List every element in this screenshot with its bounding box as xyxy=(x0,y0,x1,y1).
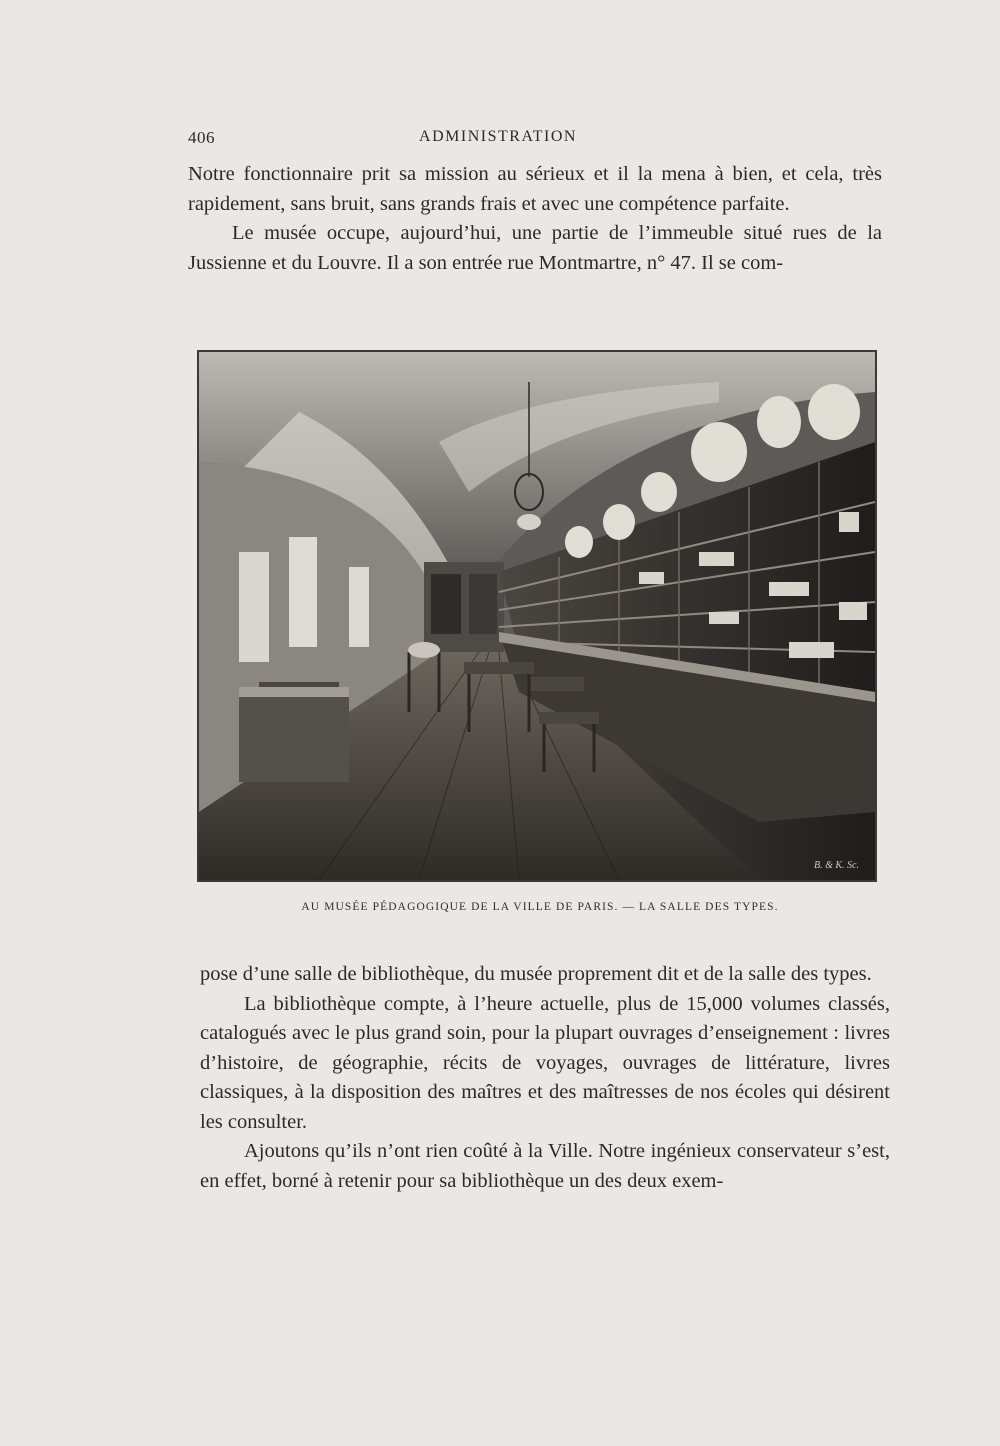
engraver-mark: B. & K. Sc. xyxy=(814,860,859,871)
page-number: 406 xyxy=(188,128,215,147)
paragraph: Le musée occupe, aujourd’hui, une partie de l’immeuble situé rues de la Jussienne et du Louvre. Il a son entrée rue Montmartre, n° 47. Il se com- xyxy=(188,222,882,274)
running-head xyxy=(188,128,888,152)
engraving-figure xyxy=(197,350,877,882)
paragraph: Ajoutons qu’ils n’ont rien coûté à la Ville. Notre ingénieux conservateur s’est, en effet, borné à retenir pour sa bibliothèque un des deux exem- xyxy=(200,1140,890,1192)
paragraph: La bibliothèque compte, à l’heure actuelle, plus de 15,000 volumes classés, catalogués avec le plus grand soin, pour la plupart ouvrages d’enseignement : livres d’histoire, de géographie, récits de voyages, ouvrages de littérature, livres classiques, à la disposition des maîtres et des maîtresses de nos écoles qui désirent les consulter. xyxy=(200,992,890,1133)
figure-caption: AU MUSÉE PÉDAGOGIQUE DE LA VILLE DE PARIS. — LA SALLE DES TYPES. xyxy=(301,901,779,913)
body-text-top xyxy=(188,160,882,278)
running-title: ADMINISTRATION xyxy=(419,128,577,145)
museum-hall-engraving xyxy=(199,352,875,880)
body-text-bottom xyxy=(200,960,890,1196)
paragraph: pose d’une salle de bibliothèque, du musée proprement dit et de la salle des types. xyxy=(200,963,872,985)
paragraph: Notre fonctionnaire prit sa mission au sérieux et il la mena à bien, et cela, très rapidement, sans bruit, sans grands frais et avec une compétence parfaite. xyxy=(188,163,882,215)
